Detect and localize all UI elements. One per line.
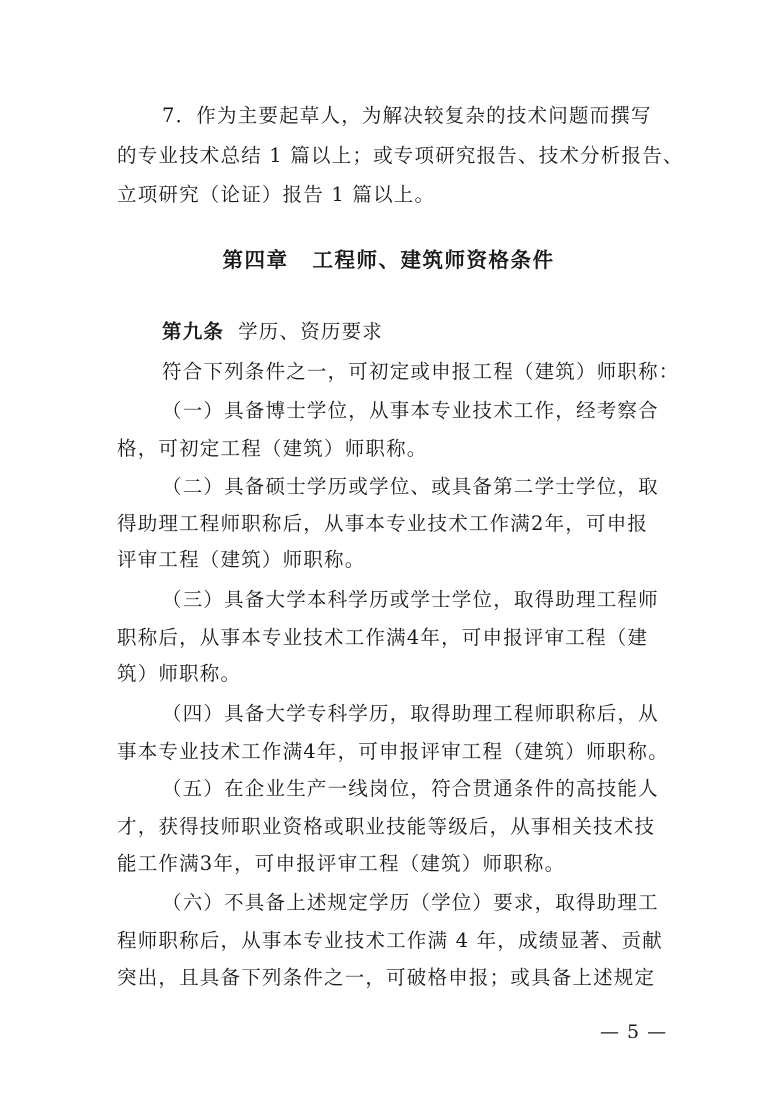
clause4-line-1: （四）具备大学专科学历，取得助理工程师职称后，从 — [162, 702, 659, 725]
article9-title: 学历、资历要求 — [238, 320, 384, 343]
chapter-number: 第四章 — [222, 248, 289, 272]
article9-label: 第九条 — [162, 320, 225, 343]
chapter-heading — [0, 246, 777, 274]
clause2-line-2: 得助理工程师职称后，从事本专业技术工作满2年，可申报 — [117, 512, 649, 535]
clause4-line-2: 事本专业技术工作满4年，可申报评审工程（建筑）师职称。 — [117, 740, 669, 763]
page-number: — 5 — — [600, 1021, 668, 1043]
article9-intro: 符合下列条件之一，可初定或申报工程（建筑）师职称： — [162, 360, 680, 383]
clause1-line-2: 格，可初定工程（建筑）师职称。 — [117, 437, 428, 460]
item7-line-2: 的专业技术总结 1 篇以上；或专项研究报告、技术分析报告、 — [117, 144, 684, 167]
article9-heading — [162, 320, 383, 344]
clause3-line-2: 职称后，从事本专业技术工作满4年，可申报评审工程（建 — [117, 626, 649, 649]
item7-line-1: 7．作为主要起草人，为解决较复杂的技术问题而撰写 — [162, 104, 652, 127]
clause2-line-3: 评审工程（建筑）师职称。 — [117, 548, 366, 571]
clause3-line-3: 筑）师职称。 — [117, 662, 242, 685]
clause5-line-2: 才，获得技师职业资格或职业技能等级后，从事相关技术技 — [117, 815, 656, 838]
clause6-line-2: 程师职称后，从事本专业技术工作满 4 年，成绩显著、贡献 — [117, 929, 663, 952]
clause2-line-1: （二）具备硕士学历或学位、或具备第二学士学位，取 — [162, 475, 659, 498]
chapter-title: 工程师、建筑师资格条件 — [312, 248, 555, 272]
clause1-line-1: （一）具备博士学位，从事本专业技术工作，经考察合 — [162, 399, 659, 422]
clause5-line-1: （五）在企业生产一线岗位，符合贯通条件的高技能人 — [162, 777, 659, 800]
clause6-line-1: （六）不具备上述规定学历（学位）要求，取得助理工 — [162, 891, 659, 914]
clause6-line-3: 突出，且具备下列条件之一，可破格申报；或具备上述规定 — [117, 966, 656, 989]
item7-line-3: 立项研究（论证）报告 1 篇以上。 — [117, 183, 436, 206]
clause5-line-3: 能工作满3年，可申报评审工程（建筑）师职称。 — [117, 852, 566, 875]
clause3-line-1: （三）具备大学本科学历或学士学位，取得助理工程师 — [162, 588, 659, 611]
